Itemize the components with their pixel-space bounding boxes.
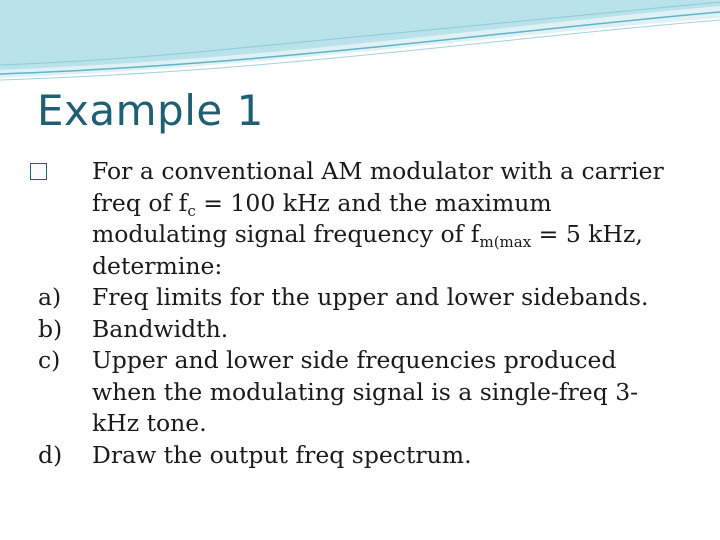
intro-line-2 [92,188,720,220]
intro-line-3-pre: modulating signal frequency of f [92,220,480,248]
subscript-c: c [187,201,196,220]
intro-line-3-post: = 5 kHz, [531,220,643,248]
list-marker: d) [38,440,63,469]
intro-paragraph [0,156,720,282]
list-item-b [0,314,720,346]
intro-line-4: determine: [92,251,223,280]
list-item-text: Bandwidth. [92,314,229,343]
list-marker: b) [38,314,63,343]
list-item-d [0,440,720,472]
intro-line-2-pre: freq of f [92,188,188,217]
checkbox-bullet-icon [30,156,54,189]
list-item-text: Freq limits for the upper and lower sidebands. [92,283,649,311]
list-item-text: Draw the output freq spectrum. [92,440,472,469]
list-item-c [0,345,720,440]
list-marker: a) [38,283,62,311]
intro-line-2-post: = 100 kHz and the maximum [195,188,552,217]
subscript-mmax: m(max [479,233,532,251]
list-item-a [0,282,720,314]
slide-title: Example 1 [37,86,264,135]
intro-text [92,156,720,282]
intro-line-3 [92,219,720,251]
intro-line-1: For a conventional AM modulator with a carrier [92,157,664,185]
list-item-text: Upper and lower side frequencies produced when the modulating signal is a single-freq 3- kHz tone. [92,346,639,437]
slide-content [0,156,720,471]
header-wave-decoration [0,0,720,90]
list-marker: c) [38,346,61,374]
